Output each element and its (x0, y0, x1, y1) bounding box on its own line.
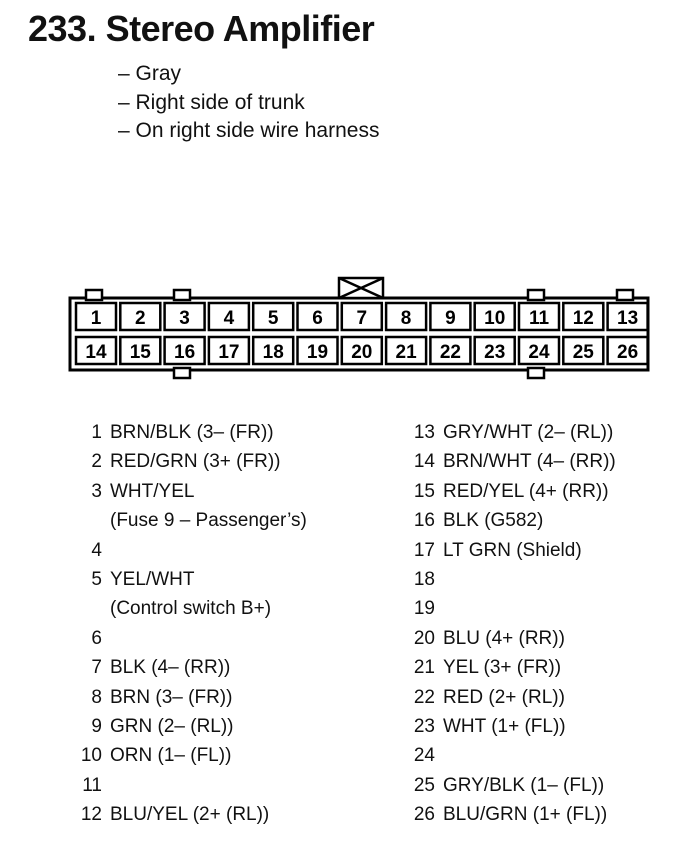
pin-label: 8 (400, 308, 412, 329)
pin-description: (Fuse 9 – Passenger’s) (110, 510, 307, 532)
pin-label: 16 (174, 342, 196, 363)
pin-label: 6 (312, 308, 323, 329)
pin-label: 14 (85, 342, 107, 363)
pin-row (405, 447, 685, 476)
pin-row (72, 712, 392, 741)
pin-row (72, 653, 392, 682)
pin-label: 20 (351, 342, 373, 363)
pin-description: BLU/GRN (1+ (FL)) (443, 804, 608, 826)
pin-row (405, 624, 685, 653)
pin-list-left (72, 418, 392, 829)
pin-label: 2 (135, 308, 146, 329)
pin-label: 25 (572, 342, 594, 363)
note-harness: – On right side wire harness (118, 119, 380, 142)
pin-description: BRN/BLK (3– (FR)) (110, 422, 274, 443)
pin-number: 17 (413, 539, 435, 561)
pin-row (72, 741, 392, 770)
latch-tab (86, 290, 102, 300)
pin-label: 18 (262, 342, 284, 363)
pin-description: BRN (3– (FR)) (110, 686, 233, 708)
pin-label: 11 (528, 308, 550, 329)
note-color: – Gray (118, 62, 182, 85)
pin-description: BLU/YEL (2+ (RL)) (110, 804, 270, 826)
pin-label: 12 (572, 308, 594, 329)
pin-description: (Control switch B+) (110, 598, 272, 620)
latch-tab (617, 290, 633, 300)
pin-row (405, 653, 685, 682)
pin-label: 15 (129, 342, 151, 363)
latch-tab (528, 290, 544, 300)
pin-row (72, 800, 392, 829)
pin-number: 26 (413, 804, 435, 826)
pin-row (405, 683, 685, 712)
pin-description: RED/YEL (4+ (RR)) (443, 480, 609, 502)
pin-number: 7 (91, 657, 102, 679)
pin-label: 26 (617, 342, 639, 363)
pin-number: 8 (91, 686, 102, 708)
pin-row (405, 477, 685, 506)
pin-row (72, 477, 392, 506)
pin-label: 1 (90, 308, 102, 329)
pin-description: BLK (G582) (443, 510, 544, 532)
pin-description: BRN/WHT (4– (RR)) (443, 451, 616, 473)
pin-row (405, 800, 685, 829)
pin-number: 6 (91, 627, 102, 649)
pin-row (405, 594, 685, 623)
pin-number: 4 (91, 539, 102, 561)
pin-description: RED (2+ (RL)) (443, 686, 565, 708)
pin-description: GRN (2– (RL)) (110, 715, 234, 737)
pin-number: 14 (413, 451, 435, 473)
pin-list-right (405, 418, 685, 829)
pin-label: 4 (223, 308, 235, 329)
pin-description: ORN (1– (FL)) (110, 745, 232, 767)
pin-number: 5 (91, 568, 102, 590)
note-location: – Right side of trunk (118, 90, 305, 114)
pin-description: BLK (4– (RR)) (110, 657, 231, 679)
pin-number: 1 (91, 422, 102, 443)
pin-label: 19 (306, 342, 329, 363)
pin-number: 10 (80, 745, 102, 767)
pin-row (72, 771, 392, 800)
pin-description: YEL (3+ (FR)) (443, 657, 562, 679)
pin-row (405, 771, 685, 800)
page-title: 233. Stereo Amplifier (28, 8, 375, 49)
pin-label: 24 (528, 342, 550, 363)
pin-number: 16 (413, 510, 435, 532)
pin-row (405, 418, 685, 447)
pin-number: 13 (413, 422, 435, 443)
pin-description: GRY/BLK (1– (FL)) (443, 774, 605, 796)
pin-label: 5 (267, 308, 279, 329)
pin-row (72, 506, 392, 535)
pin-description: YEL/WHT (110, 568, 195, 590)
pin-row (72, 683, 392, 712)
pin-number: 21 (413, 657, 435, 679)
pin-number: 19 (413, 598, 435, 620)
pin-number: 9 (91, 715, 102, 737)
pin-row (72, 536, 392, 565)
pin-row (72, 594, 392, 623)
pin-description: WHT (1+ (FL)) (443, 715, 566, 737)
latch-tab (528, 368, 544, 378)
pin-label: 3 (179, 308, 190, 329)
pin-label: 13 (617, 308, 639, 329)
pin-number: 20 (413, 627, 435, 649)
latch-tab (174, 368, 190, 378)
pin-row (72, 447, 392, 476)
pin-row (72, 624, 392, 653)
pin-description: GRY/WHT (2– (RL)) (443, 422, 614, 443)
pin-row (72, 565, 392, 594)
pin-label: 23 (484, 342, 506, 363)
pin-number: 15 (413, 480, 435, 502)
pin-label: 9 (445, 308, 456, 329)
pin-row (405, 565, 685, 594)
pin-row (405, 712, 685, 741)
pin-label: 17 (218, 342, 240, 363)
pin-number: 2 (91, 451, 102, 473)
pin-row (405, 741, 685, 770)
latch-tab (174, 290, 190, 300)
lock-mark-icon (339, 278, 383, 298)
pin-label: 21 (395, 342, 417, 363)
pin-number: 11 (82, 774, 102, 796)
pin-description: WHT/YEL (110, 480, 195, 502)
pin-label: 10 (484, 308, 506, 329)
pin-label: 7 (356, 308, 368, 329)
pin-number: 18 (413, 568, 435, 590)
pin-number: 23 (413, 715, 435, 737)
pin-row (405, 536, 685, 565)
pin-number: 3 (91, 480, 102, 502)
pin-number: 12 (80, 804, 102, 826)
pin-number: 24 (413, 745, 435, 767)
pin-row (405, 506, 685, 535)
pin-description: BLU (4+ (RR)) (443, 627, 565, 649)
pin-description: LT GRN (Shield) (443, 539, 582, 561)
pin-label: 22 (439, 342, 461, 363)
pin-number: 25 (413, 774, 435, 796)
pin-description: RED/GRN (3+ (FR)) (110, 451, 281, 473)
pin-number: 22 (413, 686, 435, 708)
pin-row (72, 418, 392, 447)
